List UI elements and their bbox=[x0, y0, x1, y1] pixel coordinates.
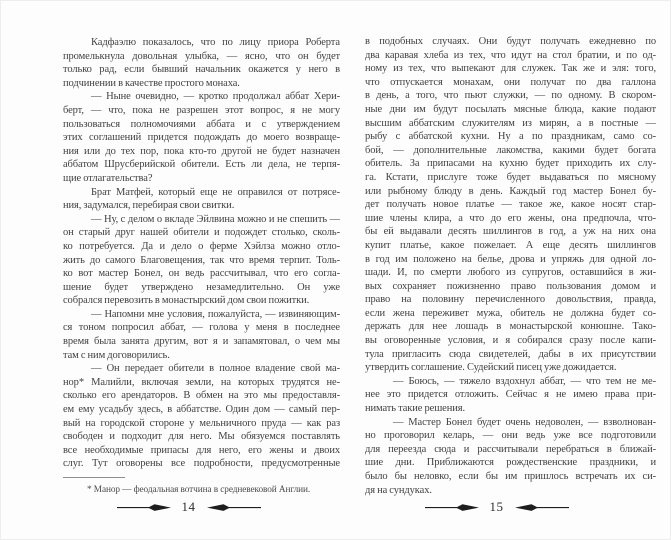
text-line: высшим аббатским служителям из мирян, а в постные — bbox=[365, 117, 656, 129]
text-line: ко вот мастер Бонел, он ведь рассчитывал, что его согла- bbox=[63, 268, 340, 280]
text-line: или рыбному блюду в день. Каждый год мастер Бонел бу- bbox=[365, 185, 656, 197]
text-line: бы ей выдавали десять шиллингов в год, а уж на них она bbox=[365, 226, 656, 238]
text-line: ем ему усадьбу здесь, в аббатстве. Один дом — самый пер- bbox=[63, 404, 340, 416]
text-line: — Мастер Бонел будет очень недоволен, — взволнован- bbox=[393, 416, 656, 428]
text-line: — Он передает обители в полное владение свой ма- bbox=[91, 363, 340, 375]
text-line: дя на сундуках. bbox=[365, 484, 432, 496]
text-line: жить до самого Благовещения, так что время терпит. Толь- bbox=[63, 254, 340, 266]
text-line: держать для нее лошадь в монастырской конюшне. Тако- bbox=[365, 321, 656, 333]
page-left-text bbox=[63, 0, 340, 471]
text-line: ко потребуется. Да и дело о ферме Хэйлза можно отло- bbox=[63, 240, 340, 252]
text-line: рыбу с аббатской кухни. Ну а по праздникам, само со- bbox=[365, 131, 656, 143]
text-line: вый на городской стороне у мельничного пруда — как раз bbox=[63, 417, 340, 429]
text-line: шение будет утверждено незамедлительно. Он уже bbox=[63, 281, 340, 293]
text-line: нее это придется отложить. Сейчас я не имею права при- bbox=[365, 389, 656, 401]
text-line: в день, а того, что пьют служки, — по одному. В скором- bbox=[365, 90, 656, 102]
text-line: время была занята другим, вот я и запамятовал, о чем мы bbox=[63, 336, 340, 348]
text-line: — Боюсь, — тяжело вздохнул аббат, — что тем не ме- bbox=[393, 375, 656, 387]
text-line: га. Кстати, прислуге тоже будет выдаваться по мясному bbox=[365, 171, 656, 183]
text-line: берт, — что, пока не разрешен этот вопрос, я не могу bbox=[63, 104, 340, 116]
text-line: что отпускается монахам, они получат по два галлона bbox=[365, 76, 656, 88]
text-line: бой, — дополнительные лакомства, какими будет богата bbox=[365, 144, 656, 156]
text-line: право на половину перечисленного довольствия, правда, bbox=[365, 294, 656, 306]
page-left-footer bbox=[50, 500, 327, 514]
footnote-separator bbox=[63, 477, 125, 478]
page-right-footer bbox=[351, 500, 642, 514]
text-line: пользоваться полномочиями аббата и с утверждением bbox=[63, 118, 340, 130]
page-right bbox=[365, 0, 656, 540]
text-line: в год им положено на белье, дрова и упряжь для одной ло- bbox=[365, 253, 656, 265]
text-line: вы оговоренные условия, и я собирался сразу после капи- bbox=[365, 335, 656, 347]
text-line: в подобных случаях. Они будут получать ежедневно по bbox=[365, 36, 656, 47]
text-line: — Напомни мне условия, пожалуйста, — извиняющим- bbox=[91, 308, 340, 320]
text-line: шие дни. Приближаются рождественские праздники, и bbox=[365, 457, 656, 469]
text-line: шади. И, по смерти любого из супругов, оставшийся в жи- bbox=[365, 267, 656, 279]
arrow-left-icon bbox=[207, 503, 261, 512]
text-line: для переезда сюда и рассчитывали перебраться в ближай- bbox=[365, 443, 656, 455]
page-left bbox=[63, 0, 340, 540]
text-line: щие отлагательства? bbox=[63, 172, 153, 184]
text-line: этих соглашений придется подождать до моего возвраще- bbox=[63, 132, 340, 144]
text-line: ные дни им будут посылать мясные блюда, какие подают bbox=[365, 103, 656, 115]
text-line: тула пригласить сюда свидетелей, дабы в их присутствии bbox=[365, 348, 656, 360]
text-line: вых сохраняет пожизненно право пользования домом и bbox=[365, 280, 656, 292]
text-line: слуг. Тут оговорены все подробности, предусмотренные bbox=[63, 458, 340, 470]
arrow-left-icon bbox=[515, 503, 569, 512]
text-line: промелькнула довольная улыбка, — ясно, что он будет bbox=[63, 50, 340, 62]
text-line: все необходимые припасы для него, его жены и двоих bbox=[63, 444, 340, 456]
text-line: но проговорил келарь, — они ведь уже все подготовили bbox=[365, 430, 656, 442]
footnote-text: * Манор — феодальная вотчина в средневековой Англии. bbox=[87, 485, 311, 495]
text-line: ся тоном попросил аббат, — голова у меня в последнее bbox=[63, 322, 340, 334]
text-line: дет получать новое платье — такое же, какое носят стар- bbox=[365, 199, 656, 211]
text-line: свободен и подходит для него. Мы обязуемся поставлять bbox=[63, 431, 340, 443]
text-line: нор* Малийли, включая земли, на которых трудятся не- bbox=[63, 376, 340, 388]
text-line: шие члены клира, а что до его жены, она предпочла, что- bbox=[365, 212, 656, 224]
text-line: сколько его арендаторов. В обмен на это мы предоставля- bbox=[63, 390, 340, 402]
arrow-right-icon bbox=[425, 503, 479, 512]
text-line: собрался перевозить в монастырский дом свои пожитки. bbox=[63, 295, 310, 307]
text-line: обитель. За припасами на кухню будет приходить их слу- bbox=[365, 158, 656, 170]
text-line: было бы неловко, если бы им пришлось встречать их си- bbox=[365, 471, 656, 482]
text-line: два каравая хлеба из тех, что идут на стол братии, и по од- bbox=[365, 49, 656, 61]
page-number-right: 15 bbox=[489, 499, 504, 514]
text-line: только рад, если бывший начальник окажется у него в bbox=[63, 64, 340, 76]
text-line: он старый друг нашей обители и подождет столько, сколь- bbox=[63, 227, 340, 239]
text-line: нимать такие решения. bbox=[365, 403, 466, 415]
text-line: ному из тех, что выпекают для служек. Так же и эля: того, bbox=[365, 63, 656, 75]
text-line: — Ну, с делом о вкладе Эйлвина можно и не спешить — bbox=[91, 213, 340, 225]
text-line: ния или до тех пор, пока кто-то другой не будет назначен bbox=[63, 145, 340, 157]
text-line: ния, задумался, перебирая свои свитки. bbox=[63, 200, 235, 212]
text-line: если жена переживет мужа, обитель не должна будет со- bbox=[365, 307, 656, 319]
text-line: утвердить соглашение. Судейский писец уже дожидается. bbox=[365, 362, 617, 374]
text-line: Брат Матфей, который еще не оправился от потрясе- bbox=[91, 186, 340, 198]
page-right-text bbox=[365, 0, 656, 497]
text-line: купит платье, какое пожелает. А еще десять шиллингов bbox=[365, 239, 656, 251]
text-line: подчинении в качестве простого монаха. bbox=[63, 77, 240, 89]
text-line: — Ныне очевидно, — кротко продолжал аббат Хери- bbox=[91, 91, 340, 103]
page-number-left: 14 bbox=[181, 499, 196, 514]
arrow-right-icon bbox=[117, 503, 171, 512]
text-line: аббатом Шрусберийской обители. Есть ли дела, не терпя- bbox=[63, 159, 340, 171]
text-line: там с ним договорились. bbox=[63, 349, 170, 361]
text-line: Кадфаэлю показалось, что по лицу приора Роберта bbox=[91, 37, 340, 48]
